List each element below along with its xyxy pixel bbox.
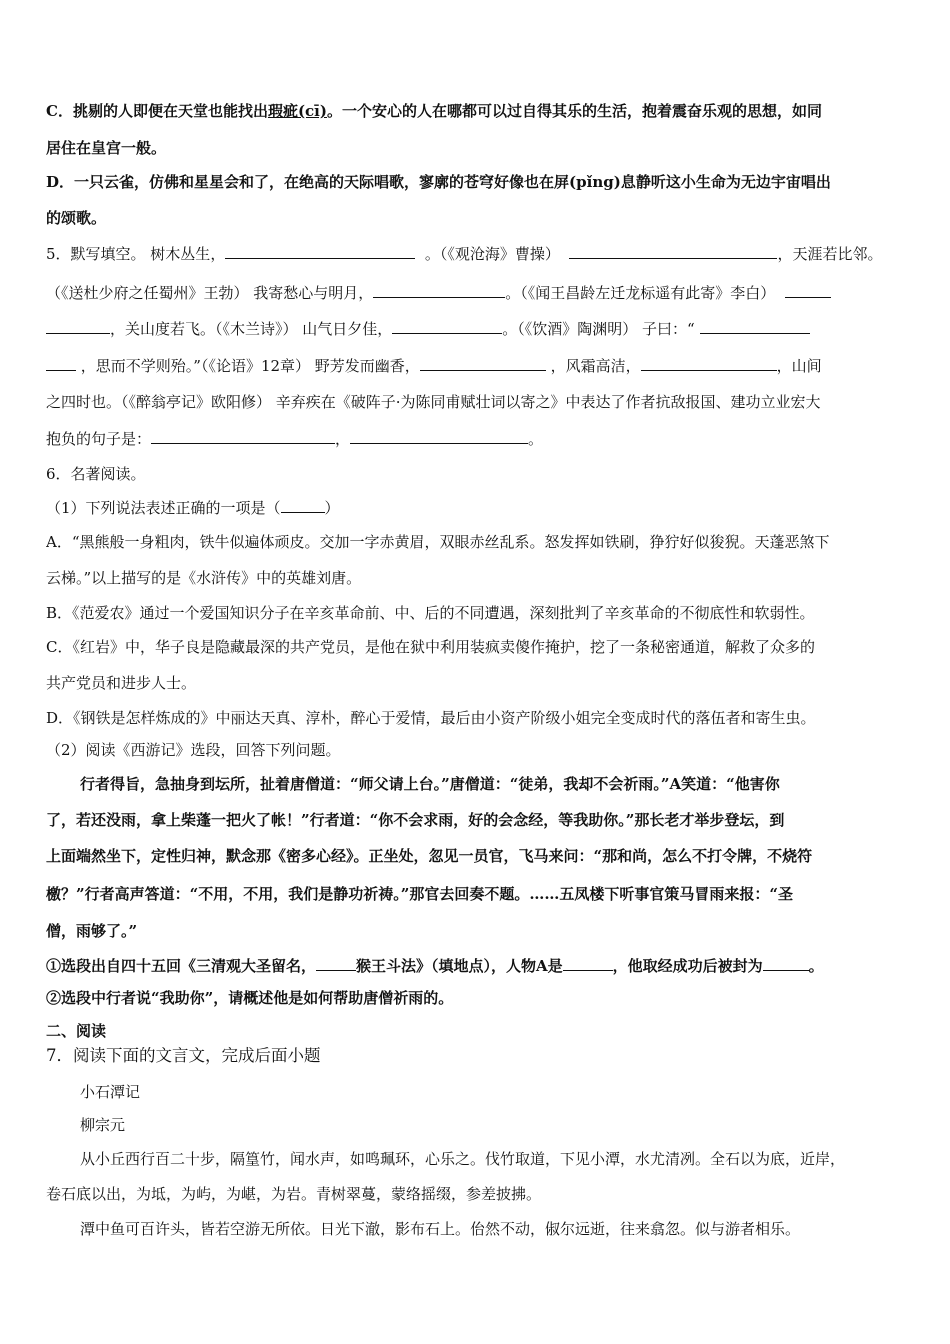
blank[interactable] bbox=[392, 318, 502, 334]
q6-option-b: B．《范爱农》通过一个爱国知识分子在辛亥革命前、中、后的不同遭遇，深刻批判了辛亥革命的不彻底性和软弱性。 bbox=[46, 604, 815, 622]
blank[interactable] bbox=[46, 355, 76, 371]
q6-option-c-line1: C．《红岩》中，华子良是隐藏最深的共产党员，是他在狱中利用装疯卖傻作掩护，挖了一条秘密通道，解救了众多的 bbox=[46, 638, 815, 656]
blank[interactable] bbox=[46, 318, 110, 334]
blank[interactable] bbox=[420, 355, 546, 371]
answer-blank[interactable] bbox=[281, 497, 325, 513]
blank[interactable] bbox=[373, 282, 505, 298]
q6-option-a-line1: A．“黑熊般一身粗肉，铁牛似遍体顽皮。交加一字赤黄眉，双眼赤丝乱系。怒发挥如铁刷，狰狞好似狻猊。天蓬恶煞下 bbox=[46, 533, 830, 551]
q5-line2: （《送杜少府之任蜀州》王勃） 我寄愁心与明月， 。（《闻王昌龄左迁龙标遥有此寄》李白） bbox=[46, 282, 908, 303]
q6-option-c-line2: 共产党员和进步人士。 bbox=[46, 674, 197, 692]
blank[interactable] bbox=[350, 428, 528, 444]
passage-line4: 檄？”行者高声答道：“不用，不用，我们是静功祈祷。”那官去回奏不题。……五凤楼下听事官策马冒雨来报：“圣 bbox=[46, 885, 794, 903]
blank[interactable] bbox=[151, 428, 335, 444]
blank[interactable] bbox=[225, 243, 415, 259]
q7-instruction: 7．阅读下面的文言文，完成后面小题 bbox=[46, 1046, 321, 1065]
option-c-line1: C．挑剔的人即便在天堂也能找出瑕疵(cī)。一个安心的人在哪都可以过自得其乐的生活，抱着震奋乐观的思想，如同 bbox=[46, 102, 823, 120]
blank-character[interactable] bbox=[563, 955, 613, 971]
q6-option-a-line2: 云梯。”以上描写的是《水浒传》中的英雄刘唐。 bbox=[46, 569, 362, 587]
q6-question2: ②选段中行者说“我助你”，请概述他是如何帮助唐僧祈雨的。 bbox=[46, 989, 454, 1007]
essay-line1: 从小丘西行百二十步，隔篁竹，闻水声，如鸣珮环，心乐之。伐竹取道，下见小潭，水尤清冽。全石以为底，近岸， bbox=[80, 1150, 846, 1168]
blank-title[interactable] bbox=[763, 955, 809, 971]
q5-line1: 5．默写填空。 树木丛生， 。（《观沧海》曹操） ，天涯若比邻。 bbox=[46, 245, 883, 263]
section-heading: 二、阅读 bbox=[46, 1022, 107, 1040]
passage-line2: 了，若还没雨，拿上柴蓬一把火了帐！”行者道：“你不会求雨，好的会念经，等我助你。”那长老才举步登坛，到 bbox=[46, 811, 785, 829]
essay-author: 柳宗元 bbox=[80, 1116, 126, 1134]
passage-line1: 行者得旨，急抽身到坛所，扯着唐僧道：“师父请上台。”唐僧道：“徒弟，我却不会祈雨。”A笑道：“他害你 bbox=[80, 775, 780, 793]
blank-location[interactable] bbox=[316, 955, 356, 971]
passage-line5: 僧，雨够了。” bbox=[46, 922, 138, 940]
q5-line3: ，关山度若飞。（《木兰诗》） 山气日夕佳， 。（《饮酒》陶渊明） 子曰：“ bbox=[46, 318, 908, 339]
blank[interactable] bbox=[785, 282, 831, 298]
q5-line6: 抱负的句子是： ， 。 bbox=[46, 430, 544, 448]
blank[interactable] bbox=[569, 243, 777, 259]
q6-option-d: D．《钢铁是怎样炼成的》中丽达天真、淳朴，醉心于爱情，最后由小资产阶级小姐完全变成时代的落伍者和寄生虫。 bbox=[46, 709, 816, 727]
q6-sub2: （2）阅读《西游记》选段，回答下列问题。 bbox=[46, 741, 341, 759]
passage-line3: 上面端然坐下，定性归神，默念那《密多心经》。正坐处，忽见一员官，飞马来问：“那和尚，怎么不打令牌，不烧符 bbox=[46, 847, 813, 865]
q6-title: 6．名著阅读。 bbox=[46, 465, 146, 483]
q6-question1: ①选段出自四十五回《三清观大圣留名， 猴王斗法》（填地点），人物A是 ，他取经成功后被封为 。 bbox=[46, 957, 824, 975]
q5-line5: 之四时也。（《醉翁亭记》欧阳修） 辛弃疾在《破阵子·为陈同甫赋壮词以寄之》中表达了作者抗敌报国、建功立业宏大 bbox=[46, 393, 821, 411]
option-d-line1: D．一只云雀，仿佛和星星会和了，在绝高的天际唱歌，寥廓的苍穹好像也在屏(pǐng)息静听这小生命为无边宇宙唱出 bbox=[46, 173, 831, 191]
option-c-line2: 居住在皇宫一般。 bbox=[46, 139, 167, 157]
essay-title: 小石潭记 bbox=[80, 1083, 141, 1101]
blank[interactable] bbox=[700, 318, 810, 334]
option-d-line2: 的颂歌。 bbox=[46, 209, 107, 227]
q5-line4: ，思而不学则殆。”（《论语》12章） 野芳发而幽香， ，风霜高洁， ，山间 bbox=[46, 355, 908, 376]
essay-line3: 潭中鱼可百许头，皆若空游无所依。日光下澈，影布石上。佁然不动，俶尔远逝，往来翕忽。似与游者相乐。 bbox=[80, 1220, 801, 1238]
q6-sub1: （1）下列说法表述正确的一项是（ ） bbox=[46, 499, 340, 517]
essay-line2: 卷石底以出，为坻，为屿，为嵁，为岩。青树翠蔓，蒙络摇缀，参差披拂。 bbox=[46, 1185, 542, 1203]
blank[interactable] bbox=[641, 355, 777, 371]
